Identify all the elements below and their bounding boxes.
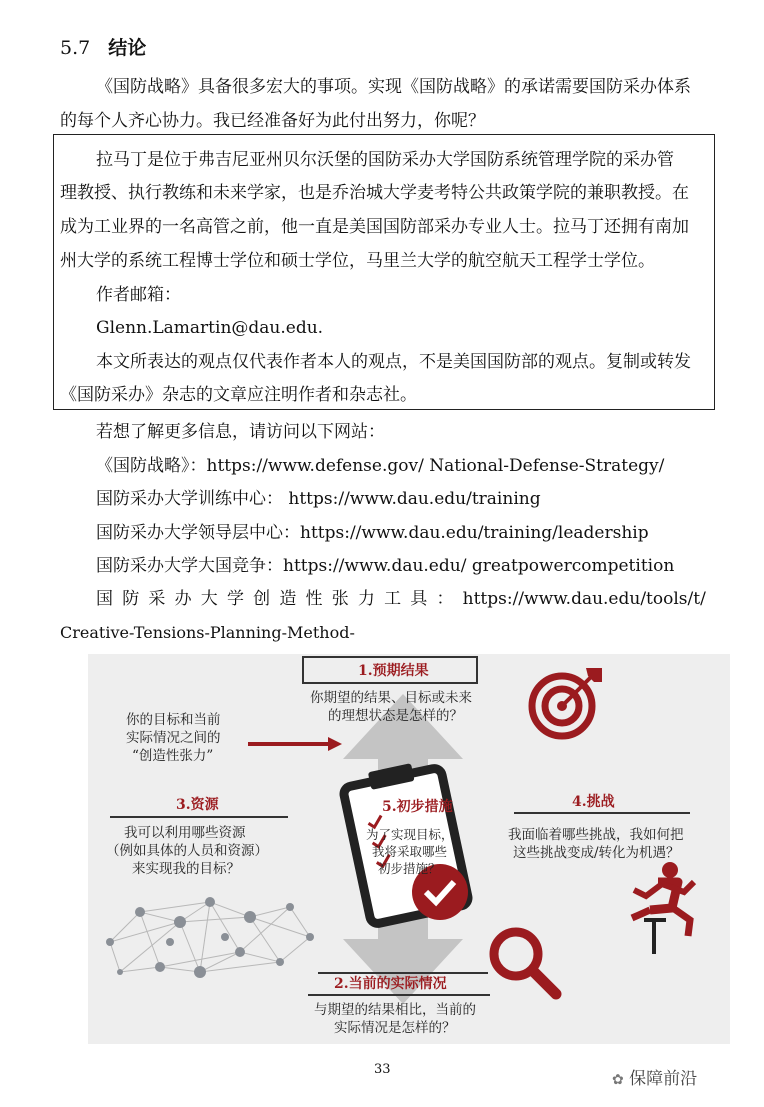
link-dau-leadership[interactable]: 国防采办大学领导层中心：https://www.dau.edu/training/leadership <box>96 523 649 543</box>
label-char: 张 <box>331 589 349 609</box>
watermark <box>612 1064 697 1089</box>
label-char: 学 <box>226 589 244 609</box>
section-title: 结论 <box>108 37 147 59</box>
bio-line-2: 理教授、执行教练和未来学家，也是乔治城大学麦考特公共政策学院的兼职教授。在 <box>60 183 689 203</box>
step5-title: 5.初步措施 <box>382 799 453 815</box>
section-heading <box>60 33 146 60</box>
email-label: 作者邮箱： <box>96 285 181 305</box>
left-note-3: “创造性张力” <box>132 748 214 764</box>
step1-title: 1.预期结果 <box>358 663 429 679</box>
email-address[interactable]: Glenn.Lamartin@dau.edu. <box>96 318 324 338</box>
right-arrow-icon <box>246 736 346 752</box>
step3-desc-1: 我可以利用哪些资源 <box>124 825 246 841</box>
bio-line-4: 州大学的系统工程博士学位和硕士学位，马里兰大学的航空航天工程学士学位。 <box>60 251 655 271</box>
link-defense-strategy[interactable]: 《国防战略》：https://www.defense.gov/ National-Defense-Strategy/ <box>96 456 665 476</box>
step4-desc-1: 我面临着哪些挑战，我如何把 <box>508 827 684 843</box>
page-number: 33 <box>374 1062 391 1077</box>
more-info-intro: 若想了解更多信息，请访问以下网站： <box>96 422 385 442</box>
step3-rule <box>110 816 288 818</box>
link-url: https://www.dau.edu/tools/t/ <box>462 589 706 609</box>
hurdle-runner-icon <box>626 860 702 956</box>
step2-desc-1: 与期望的结果相比，当前的 <box>314 1002 476 1018</box>
step1-desc-1: 你期望的结果、目标或未来 <box>310 690 472 706</box>
section-number: 5.7 <box>60 37 91 59</box>
step4-desc-2: 这些挑战变成/转化为机遇？ <box>513 845 680 861</box>
label-char: 工 <box>384 589 402 609</box>
label-char: ： <box>436 589 454 609</box>
step4-rule <box>514 812 690 814</box>
step2-rule-bottom <box>308 994 490 996</box>
step3-desc-3: 来实现我的目标？ <box>132 861 240 877</box>
step5-desc-2: 我将采取哪些 <box>372 844 448 859</box>
step1-rule-top <box>302 656 477 658</box>
intro-line-1: 《国防战略》具备很多宏大的事项。实现《国防战略》的承诺需要国防采办体系 <box>96 77 691 97</box>
creative-tension-figure <box>88 654 730 1044</box>
link-creative-tensions[interactable] <box>96 589 706 609</box>
wechat-icon: ✿ <box>612 1072 624 1088</box>
step5-desc-1: 为了实现目标， <box>366 827 454 842</box>
disclaimer-line-1: 本文所表达的观点仅代表作者本人的观点，不是美国国防部的观点。复制或转发 <box>96 352 691 372</box>
step4-title: 4.挑战 <box>572 794 615 810</box>
label-char: 办 <box>174 589 192 609</box>
label-char: 具 <box>410 589 428 609</box>
bio-line-3: 成为工业界的一名高管之前，他一直是美国国防部采办专业人士。拉马丁还拥有南加 <box>60 217 689 237</box>
step5-desc-3: 初步措施？ <box>378 861 441 876</box>
step1-rule-right <box>476 656 478 682</box>
label-char: 国 <box>96 589 113 609</box>
step1-desc-2: 的理想状态是怎样的？ <box>328 708 463 724</box>
watermark-text: 保障前沿 <box>629 1069 698 1089</box>
step2-title: 2.当前的实际情况 <box>334 976 447 992</box>
step2-desc-2: 实际情况是怎样的？ <box>334 1020 456 1036</box>
disclaimer-line-2: 《国防采办》杂志的文章应注明作者和杂志社。 <box>60 385 417 405</box>
label-char: 造 <box>279 589 297 609</box>
people-network-icon <box>100 882 320 992</box>
magnifier-icon <box>486 924 566 1004</box>
label-char: 大 <box>200 589 218 609</box>
label-char: 防 <box>122 589 140 609</box>
step1-rule-bottom <box>302 682 478 684</box>
label-char: 性 <box>305 589 323 609</box>
label-char: 创 <box>253 589 271 609</box>
step3-desc-2: （例如具体的人员和资源） <box>106 843 268 859</box>
label-char: 采 <box>148 589 166 609</box>
left-note-1: 你的目标和当前 <box>126 712 221 728</box>
step1-rule-left <box>302 656 304 682</box>
link-creative-tensions-cont[interactable]: Creative-Tensions-Planning-Method- <box>60 623 355 642</box>
link-dau-gpc[interactable]: 国防采办大学大国竞争：https://www.dau.edu/ greatpowercompetition <box>96 556 675 576</box>
target-icon <box>526 662 606 742</box>
bio-line-1: 拉马丁是位于弗吉尼亚州贝尔沃堡的国防采办大学国防系统管理学院的采办管 <box>96 150 674 170</box>
label-char: 力 <box>357 589 375 609</box>
intro-line-2: 的每个人齐心协力。我已经准备好为此付出努力，你呢？ <box>60 111 485 131</box>
link-dau-training[interactable]: 国防采办大学训练中心： https://www.dau.edu/training <box>96 489 541 509</box>
left-note-2: 实际情况之间的 <box>126 730 221 746</box>
step3-title: 3.资源 <box>176 797 219 813</box>
